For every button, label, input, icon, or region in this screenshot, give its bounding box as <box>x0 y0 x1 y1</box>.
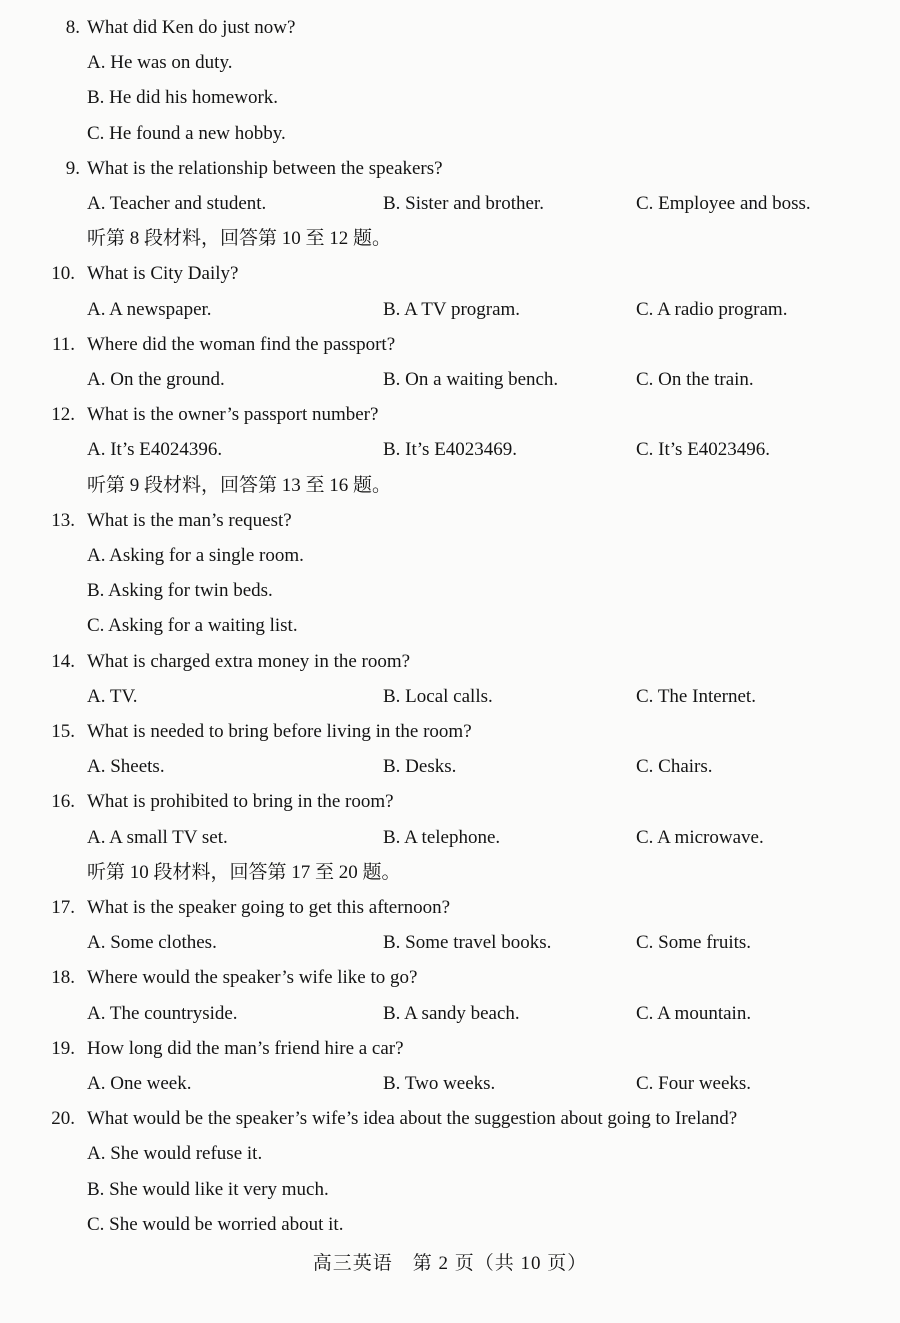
section-instruction: 听第 8 段材料，回答第 10 至 12 题。 <box>87 228 392 250</box>
option-row <box>0 1066 900 1101</box>
option-row <box>0 925 900 960</box>
question-number: 16. <box>51 791 75 813</box>
question-text: Where did the woman find the passport? <box>87 333 396 355</box>
option-c: C. A mountain. <box>636 1002 752 1024</box>
option-c: C. Asking for a waiting list. <box>87 615 298 637</box>
option-a: A. The countryside. <box>87 1002 238 1024</box>
option-a: A. Sheets. <box>87 756 165 778</box>
option-a: A. It’s E4024396. <box>87 439 223 461</box>
option-b: B. Local calls. <box>383 685 493 707</box>
option-c: C. Chairs. <box>636 756 713 778</box>
option-b: B. Asking for twin beds. <box>87 580 273 602</box>
option-row <box>0 749 900 784</box>
option-b: B. He did his homework. <box>87 87 279 109</box>
option-b: B. It’s E4023469. <box>383 439 518 461</box>
option-c: C. It’s E4023496. <box>636 439 771 461</box>
option-c: C. He found a new hobby. <box>87 122 286 144</box>
option-b: B. On a waiting bench. <box>383 369 559 390</box>
question-number: 10. <box>51 263 75 285</box>
question-text: What did Ken do just now? <box>87 17 296 38</box>
option-c: C. On the train. <box>636 369 754 390</box>
option-line <box>0 45 900 80</box>
option-a: A. One week. <box>87 1073 192 1094</box>
option-a: A. TV. <box>87 685 138 707</box>
option-line <box>0 573 900 608</box>
question-number: 12. <box>51 404 75 426</box>
option-a: A. Asking for a single room. <box>87 545 304 566</box>
option-c: C. A microwave. <box>636 826 764 848</box>
question-line <box>0 503 900 538</box>
option-a: A. A small TV set. <box>87 826 228 848</box>
question-text: What is City Daily? <box>87 263 239 285</box>
option-row <box>0 432 900 467</box>
question-number: 20. <box>51 1108 75 1130</box>
question-line <box>0 397 900 432</box>
question-line <box>0 10 900 45</box>
question-text: Where would the speaker’s wife like to go? <box>87 967 418 989</box>
section-instruction: 听第 10 段材料，回答第 17 至 20 题。 <box>87 861 401 883</box>
option-line <box>0 1172 900 1207</box>
option-a: A. Teacher and student. <box>87 193 267 214</box>
option-line <box>0 608 900 643</box>
question-number: 11. <box>51 333 75 355</box>
option-line <box>0 80 900 115</box>
option-c: C. The Internet. <box>636 685 756 707</box>
option-line <box>0 1136 900 1171</box>
option-row <box>0 679 900 714</box>
option-c: C. Employee and boss. <box>636 193 811 214</box>
option-row <box>0 820 900 855</box>
question-text: What is the man’s request? <box>87 509 292 531</box>
question-line <box>0 644 900 679</box>
question-line <box>0 256 900 291</box>
option-line <box>0 116 900 151</box>
section-instruction: 听第 9 段材料，回答第 13 至 16 题。 <box>87 474 392 496</box>
question-line <box>0 784 900 819</box>
option-row <box>0 996 900 1031</box>
question-line <box>0 890 900 925</box>
option-row <box>0 292 900 327</box>
option-a: A. He was on duty. <box>87 52 233 74</box>
option-c: C. She would be worried about it. <box>87 1213 344 1235</box>
option-b: B. Some travel books. <box>383 932 552 954</box>
option-a: A. On the ground. <box>87 369 225 390</box>
option-a: A. A newspaper. <box>87 298 212 320</box>
question-line <box>0 1101 900 1136</box>
question-text: What would be the speaker’s wife’s idea about the suggestion about going to Ireland? <box>87 1108 738 1130</box>
option-b: B. She would like it very much. <box>87 1178 329 1200</box>
option-b: B. A telephone. <box>383 826 501 848</box>
option-c: C. A radio program. <box>636 298 788 320</box>
question-number: 9. <box>65 157 80 179</box>
option-line <box>0 538 900 573</box>
option-line <box>0 1207 900 1242</box>
option-b: B. A sandy beach. <box>383 1002 520 1024</box>
option-b: B. Sister and brother. <box>383 193 544 214</box>
option-c: C. Four weeks. <box>636 1073 752 1094</box>
question-number: 15. <box>51 721 75 742</box>
option-c: C. Some fruits. <box>636 932 752 954</box>
question-text: What is the owner’s passport number? <box>87 404 379 426</box>
option-a: A. Some clothes. <box>87 932 217 954</box>
question-text: What is prohibited to bring in the room? <box>87 791 394 813</box>
question-text: What is charged extra money in the room? <box>87 650 411 672</box>
option-row <box>0 186 900 221</box>
question-line <box>0 960 900 995</box>
question-number: 19. <box>51 1037 75 1059</box>
question-text: What is the speaker going to get this afternoon? <box>87 897 451 918</box>
question-number: 18. <box>51 967 75 989</box>
option-row <box>0 362 900 397</box>
question-number: 8. <box>65 17 80 38</box>
option-a: A. She would refuse it. <box>87 1143 263 1165</box>
question-text: How long did the man’s friend hire a car? <box>87 1037 404 1059</box>
question-line <box>0 327 900 362</box>
option-b: B. Desks. <box>383 756 457 778</box>
option-b: B. A TV program. <box>383 298 521 320</box>
question-text: What is needed to bring before living in the room? <box>87 721 472 742</box>
question-number: 13. <box>51 509 75 531</box>
question-line <box>0 714 900 749</box>
question-number: 17. <box>51 897 75 918</box>
page-footer: 高三英语 第 2 页（共 10 页） <box>312 1253 588 1274</box>
question-line <box>0 1031 900 1066</box>
question-number: 14. <box>51 650 75 672</box>
question-text: What is the relationship between the speakers? <box>87 157 443 179</box>
question-line <box>0 151 900 186</box>
option-b: B. Two weeks. <box>383 1073 496 1094</box>
